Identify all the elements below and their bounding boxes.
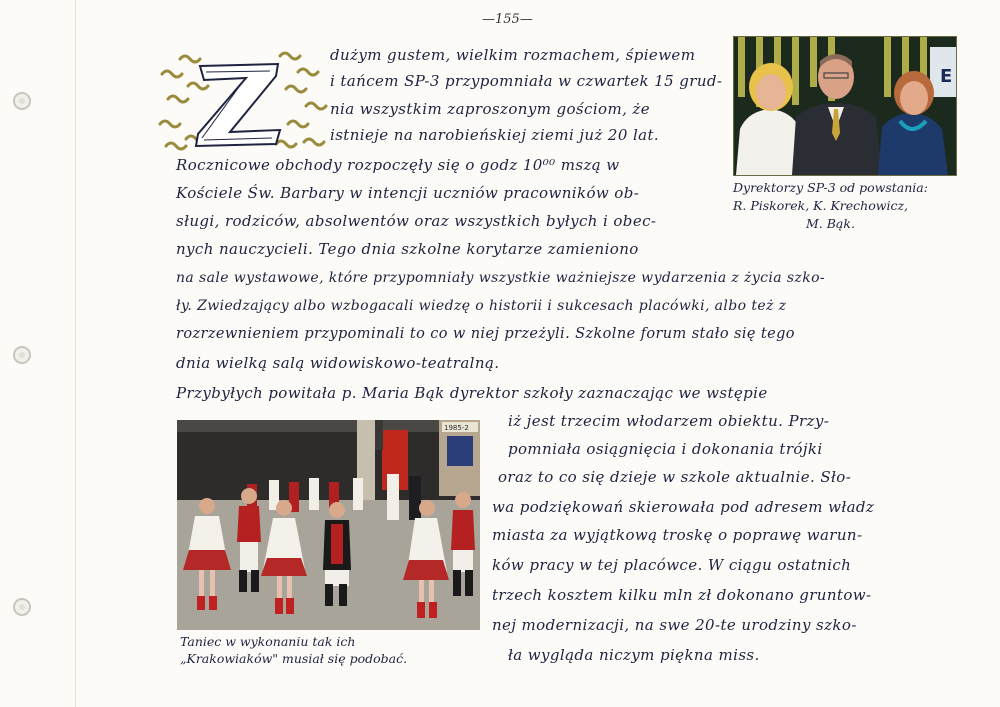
- text-line: nia wszystkim zaproszonym gościom, że: [330, 100, 650, 118]
- text-line: wa podziękowań skierowała pod adresem władz: [492, 498, 875, 516]
- text-line: Przybyłych powitała p. Maria Bąk dyrektor szkoły zaznaczając we wstępie: [176, 384, 768, 402]
- text-line: Rocznicowe obchody rozpoczęły się o godz 10⁰⁰ mszą w: [176, 156, 620, 174]
- dance-photo: [177, 420, 480, 630]
- text-line: ła wygląda niczym piękna miss.: [508, 646, 760, 664]
- photo-caption-line: R. Piskorek, K. Krechowicz,: [733, 198, 909, 213]
- page-number: —155—: [482, 12, 533, 27]
- text-line: na sale wystawowe, które przypomniały wszystkie ważniejsze wydarzenia z życia szko-: [176, 270, 826, 286]
- directors-photo: [733, 36, 957, 176]
- text-line: ły. Zwiedzający albo wzbogacali wiedzę o historii i sukcesach placówki, albo też z: [176, 298, 787, 314]
- text-line: istnieje na narobieńskiej ziemi już 20 lat.: [330, 126, 660, 144]
- banner-text: 1985-2: [444, 424, 469, 432]
- svg-text:E: E: [940, 66, 953, 87]
- margin-line: [75, 0, 76, 707]
- binder-hole: [13, 598, 31, 616]
- text-line: pomniała osiągnięcia i dokonania trójki: [508, 440, 823, 458]
- photo-caption-line: M. Bąk.: [806, 216, 855, 231]
- drop-cap-ornament: [158, 44, 328, 154]
- text-line: nych nauczycieli. Tego dnia szkolne korytarze zamieniono: [176, 240, 639, 258]
- binder-hole: [13, 346, 31, 364]
- photo-caption-line: Dyrektorzy SP-3 od powstania:: [733, 180, 928, 195]
- text-line: miasta za wyjątkową troskę o poprawę warun-: [492, 526, 863, 544]
- photo-caption-line: „Krakowiaków" musiał się podobać.: [180, 651, 408, 666]
- text-line: dnia wielką salą widowiskowo-teatralną.: [176, 354, 500, 372]
- text-line: nej modernizacji, na swe 20-te urodziny szko-: [492, 616, 857, 634]
- text-line: dużym gustem, wielkim rozmachem, śpiewem: [330, 46, 696, 64]
- photo-caption-line: Taniec w wykonaniu tak ich: [180, 634, 356, 649]
- text-line: sługi, rodziców, absolwentów oraz wszystkich byłych i obec-: [176, 212, 657, 230]
- text-line: oraz to co się dzieje w szkole aktualnie. Sło-: [498, 468, 852, 486]
- binder-hole: [13, 92, 31, 110]
- text-line: rozrzewnieniem przypominali to co w niej przeżyli. Szkolne forum stało się tego: [176, 326, 795, 342]
- text-line: ków pracy w tej placówce. W ciągu ostatnich: [492, 556, 852, 574]
- text-line: i tańcem SP-3 przypomniała w czwartek 15 grud-: [330, 72, 723, 90]
- text-line: iż jest trzecim włodarzem obiektu. Przy-: [508, 412, 830, 430]
- drop-cap: [158, 44, 328, 154]
- text-line: trzech kosztem kilku mln zł dokonano gruntow-: [492, 586, 872, 604]
- text-line: Kościele Św. Barbary w intencji uczniów pracowników ob-: [176, 184, 640, 202]
